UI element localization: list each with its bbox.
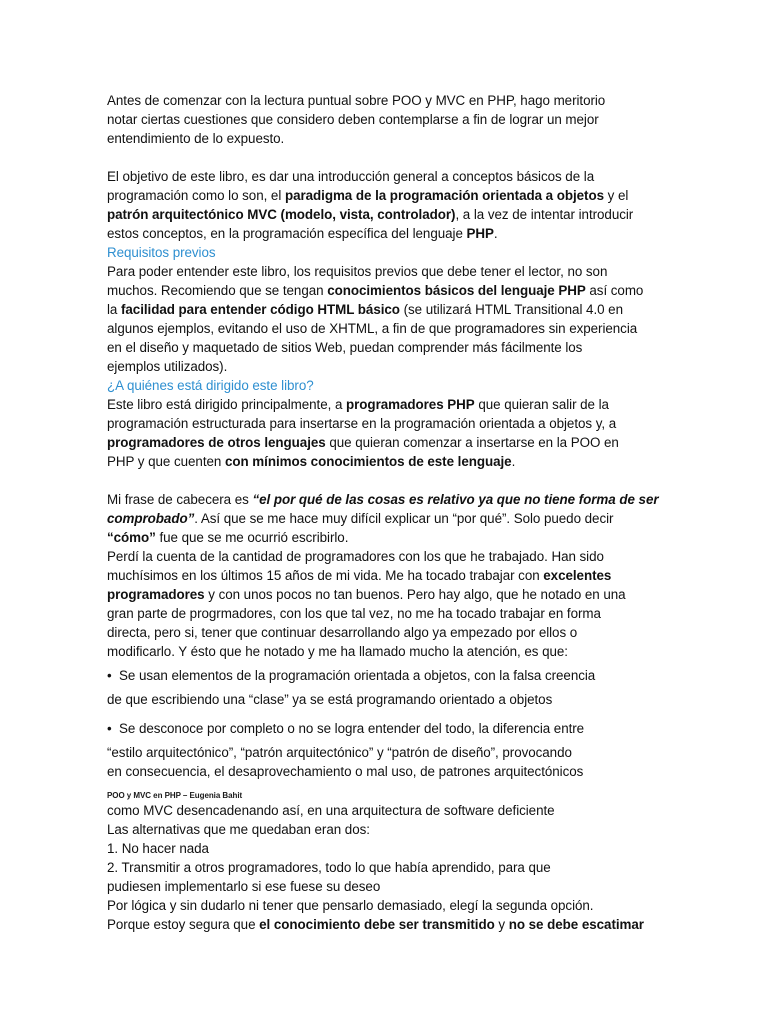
text-run: así como xyxy=(585,283,644,298)
bold-run: el conocimiento debe ser transmitido xyxy=(259,917,495,932)
objetivo-paragraph xyxy=(107,167,667,243)
text-line: en el diseño y maquetado de sitios Web, puedan comprender más fácilmente los xyxy=(107,340,583,355)
intro-paragraph xyxy=(107,91,667,148)
section-heading-dirigido: ¿A quiénes está dirigido este libro? xyxy=(107,378,314,393)
text-line xyxy=(107,528,667,547)
text-run: Se desconoce por completo o no se logra entender del todo, la diferencia entre xyxy=(119,721,585,736)
paragraph-gap xyxy=(107,471,667,490)
text-line: algunos ejemplos, evitando el uso de XHTML, a fin de que programadores sin experiencia xyxy=(107,321,638,336)
text-line xyxy=(107,509,667,528)
bullet-dot-icon: • xyxy=(107,668,112,683)
text-line xyxy=(107,490,667,509)
text-line: 1. No hacer nada xyxy=(107,841,209,856)
bold-run: conocimientos básicos del lenguaje PHP xyxy=(327,283,586,298)
section-heading-requisitos: Requisitos previos xyxy=(107,245,216,260)
text-run: Porque estoy segura que xyxy=(107,917,260,932)
text-line xyxy=(107,719,667,738)
text-line: de que escribiendo una “clase” ya se está programando orientado a objetos xyxy=(107,692,553,707)
text-line xyxy=(107,452,667,471)
text-line: ejemplos utilizados). xyxy=(107,359,228,374)
text-line: El objetivo de este libro, es dar una introducción general a conceptos básicos de la xyxy=(107,169,595,184)
text-run: estos conceptos, en la programación específica del lenguaje xyxy=(107,226,467,241)
text-line xyxy=(107,585,667,604)
dirigido-paragraph xyxy=(107,395,667,471)
text-line xyxy=(107,300,667,319)
document-body xyxy=(107,91,667,934)
text-line: “estilo arquitectónico”, “patrón arquitectónico” y “patrón de diseño”, provocando xyxy=(107,745,572,760)
bold-run: no se debe escatimar xyxy=(508,917,644,932)
bold-italic-run: “el por qué de las cosas es relativo ya que no tiene forma de ser xyxy=(252,492,659,507)
text-run: PHP y que cuenten xyxy=(107,454,225,469)
bold-run: con mínimos conocimientos de este lenguaje xyxy=(224,454,512,469)
text-line: notar ciertas cuestiones que considero deben contemplarse a fin de lograr un mejor xyxy=(107,112,599,127)
text-run: Este libro está dirigido principalmente, a xyxy=(107,397,347,412)
text-line: como MVC desencadenando así, en una arquitectura de software deficiente xyxy=(107,803,555,818)
text-line xyxy=(107,205,667,224)
text-run: que quieran salir de la xyxy=(474,397,609,412)
text-run: la xyxy=(107,302,121,317)
text-run: y con unos pocos no tan buenos. Pero hay algo, que he notado en una xyxy=(204,587,626,602)
text-line: programación estructurada para insertarse en la programación orientada a objetos y, a xyxy=(107,416,617,431)
bullet-list xyxy=(107,666,667,781)
text-run: muchos. Recomiendo que se tengan xyxy=(107,283,328,298)
text-run: que quieran comenzar a insertarse en la POO en xyxy=(325,435,619,450)
text-line: directa, pero si, tener que continuar desarrollando algo ya empezado por ellos o xyxy=(107,625,578,640)
text-run: y el xyxy=(604,188,629,203)
paragraph-gap xyxy=(107,148,667,167)
bold-run: programadores PHP xyxy=(346,397,475,412)
text-line: 2. Transmitir a otros programadores, todo lo que había aprendido, para que xyxy=(107,860,551,875)
text-run: Se usan elementos de la programación orientada a objetos, con la falsa creencia xyxy=(119,668,596,683)
requisitos-paragraph xyxy=(107,262,667,376)
text-line: Las alternativas que me quedaban eran dos: xyxy=(107,822,370,837)
text-line: Para poder entender este libro, los requisitos previos que debe tener el lector, no son xyxy=(107,264,608,279)
text-line xyxy=(107,915,667,934)
text-line: modificarlo. Y ésto que he notado y me ha llamado mucho la atención, es que: xyxy=(107,644,568,659)
text-line: gran parte de progrmadores, con los que tal vez, no me ha tocado trabajar en forma xyxy=(107,606,601,621)
text-run: . xyxy=(493,226,498,241)
running-header: POO y MVC en PHP – Eugenia Bahit xyxy=(107,791,243,800)
bold-run: excelentes xyxy=(543,568,612,583)
text-run: (se utilizará HTML Transitional 4.0 en xyxy=(399,302,623,317)
text-line: entendimiento de lo expuesto. xyxy=(107,131,285,146)
frase-paragraph xyxy=(107,490,667,661)
bold-run: patrón arquitectónico MVC (modelo, vista, controlador) xyxy=(107,207,456,222)
bold-run: programadores de otros lenguajes xyxy=(107,435,326,450)
text-line: en consecuencia, el desaprovechamiento o mal uso, de patrones arquitectónicos xyxy=(107,764,584,779)
text-run: muchísimos en los últimos 15 años de mi vida. Me ha tocado trabajar con xyxy=(107,568,544,583)
bold-run: facilidad para entender código HTML básico xyxy=(121,302,400,317)
text-line: Por lógica y sin dudarlo ni tener que pensarlo demasiado, elegí la segunda opción. xyxy=(107,898,594,913)
text-run: , a la vez de intentar introducir xyxy=(455,207,634,222)
continuation-paragraph xyxy=(107,801,667,934)
text-run: . xyxy=(511,454,516,469)
text-line: pudiesen implementarlo si ese fuese su deseo xyxy=(107,879,381,894)
text-line xyxy=(107,224,667,243)
text-line: Antes de comenzar con la lectura puntual sobre POO y MVC en PHP, hago meritorio xyxy=(107,93,606,108)
bullet-item xyxy=(107,666,667,709)
text-line xyxy=(107,186,667,205)
text-run: . Así que se me hace muy difícil explicar un “por qué”. Solo puedo decir xyxy=(194,511,614,526)
text-line xyxy=(107,566,667,585)
bold-run: PHP xyxy=(466,226,494,241)
text-line xyxy=(107,281,667,300)
text-run: programación como lo son, el xyxy=(107,188,285,203)
text-run: Mi frase de cabecera es xyxy=(107,492,253,507)
text-run: y xyxy=(494,917,509,932)
text-line xyxy=(107,666,667,685)
text-run: fue que se me ocurrió escribirlo. xyxy=(155,530,349,545)
text-line: Perdí la cuenta de la cantidad de programadores con los que he trabajado. Han sido xyxy=(107,549,604,564)
bullet-dot-icon: • xyxy=(107,721,112,736)
bold-run: paradigma de la programación orientada a objetos xyxy=(284,188,604,203)
bullet-item xyxy=(107,719,667,781)
text-line xyxy=(107,433,667,452)
text-line xyxy=(107,395,667,414)
bold-run: “cómo” xyxy=(107,530,156,545)
bold-run: programadores xyxy=(107,587,205,602)
bold-italic-run: comprobado” xyxy=(107,511,195,526)
